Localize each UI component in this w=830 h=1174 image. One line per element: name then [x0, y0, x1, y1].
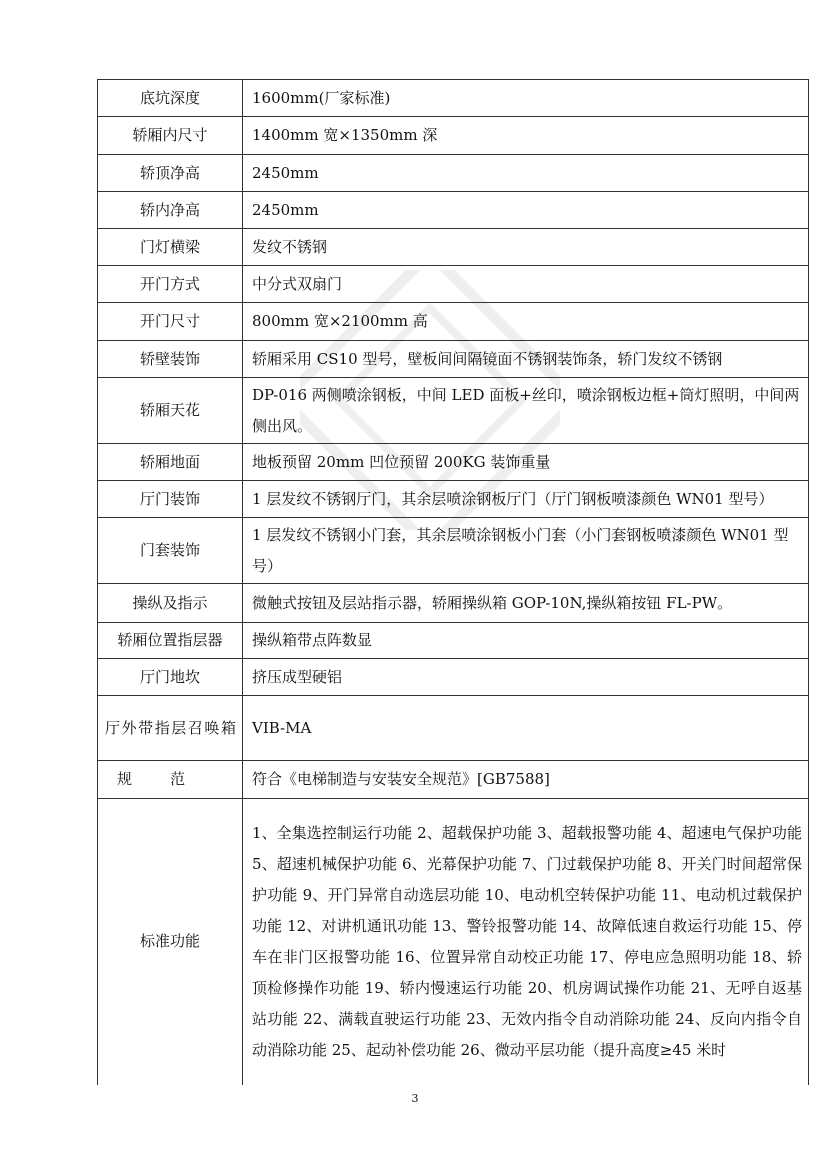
spec-row-door-opening-size [98, 303, 809, 341]
row-value: 1、全集选控制运行功能 2、超载保护功能 3、超载报警功能 4、超速电气保护功能 5、超速机械保护功能 6、光幕保护功能 7、门过载保护功能 8、开关门时间超常保护功能 9、开门异常自动选层功能 10、电动机空转保护功能 11、电动机过载保护功能 12、对讲机通讯功能 13、警铃报警功能 14、故障低速自救运行功能 15、停车在非门区报警功能 16、位置异常自动校正功能 17、停电应急照明功能 18、轿顶检修操作功能 19、轿内慢速运行功能 20、机房调试操作功能 21、无呼自返基站功能 22、满载直驶运行功能 23、无效内指令自动消除功能 24、反向内指令自动消除功能 25、起动补偿功能 26、微动平层功能（提升高度≥45 米时 [243, 799, 809, 1085]
row-value: 2450mm [243, 192, 809, 229]
row-value: DP-016 两侧喷涂钢板，中间 LED 面板+丝印，喷涂钢板边框+筒灯照明，中间两侧出风。 [243, 378, 809, 444]
row-value: 2450mm [243, 155, 809, 192]
row-label: 轿厢内尺寸 [98, 117, 243, 155]
row-value: 中分式双扇门 [243, 266, 809, 303]
row-label: 门灯横梁 [98, 229, 243, 266]
row-label: 轿壁装饰 [98, 341, 243, 378]
row-label: 门套装饰 [98, 518, 243, 584]
spec-row-car-ceiling [98, 378, 809, 444]
row-value: 1 层发纹不锈钢小门套，其余层喷涂钢板小门套（小门套钢板喷漆颜色 WN01 型号） [243, 518, 809, 584]
spec-row-car-inner-size [98, 117, 809, 155]
row-label: 厅外带指层召唤箱 [98, 696, 243, 761]
spec-row-car-inner-height [98, 192, 809, 229]
row-label: 标准功能 [98, 799, 243, 1085]
row-value: 800mm 宽×2100mm 高 [243, 303, 809, 341]
row-value: 操纵箱带点阵数显 [243, 623, 809, 659]
row-value: 1400mm 宽×1350mm 深 [243, 117, 809, 155]
row-label: 轿内净高 [98, 192, 243, 229]
row-value: 地板预留 20mm 凹位预留 200KG 装饰重量 [243, 444, 809, 481]
row-value: VIB-MA [243, 696, 809, 761]
elevator-spec-table [97, 79, 809, 1085]
row-label: 开门方式 [98, 266, 243, 303]
row-label [98, 761, 243, 799]
spec-row-car-top-height [98, 155, 809, 192]
row-label: 轿顶净高 [98, 155, 243, 192]
spec-row-sill [98, 659, 809, 696]
row-label: 底坑深度 [98, 80, 243, 117]
row-value: 1600mm(厂家标准) [243, 80, 809, 117]
spec-row-standard-functions [98, 799, 809, 1085]
row-label: 操纵及指示 [98, 584, 243, 623]
spec-row-door-beam [98, 229, 809, 266]
row-label-text: 规范 [116, 770, 223, 788]
row-value: 挤压成型硬铝 [243, 659, 809, 696]
row-label: 轿厢地面 [98, 444, 243, 481]
spec-row-car-floor [98, 444, 809, 481]
row-label: 厅门地坎 [98, 659, 243, 696]
spec-row-hall-call-box [98, 696, 809, 761]
row-label: 厅门装饰 [98, 481, 243, 518]
row-value: 微触式按钮及层站指示器，轿厢操纵箱 GOP-10N,操纵箱按钮 FL-PW。 [243, 584, 809, 623]
spec-row-door-frame [98, 518, 809, 584]
spec-row-position-indicator [98, 623, 809, 659]
row-label: 轿厢天花 [98, 378, 243, 444]
row-value: 1 层发纹不锈钢厅门，其余层喷涂钢板厅门（厅门钢板喷漆颜色 WN01 型号） [243, 481, 809, 518]
spec-row-car-wall [98, 341, 809, 378]
spec-row-control-indicator [98, 584, 809, 623]
spec-row-standard [98, 761, 809, 799]
row-label: 开门尺寸 [98, 303, 243, 341]
row-value: 发纹不锈钢 [243, 229, 809, 266]
row-value: 符合《电梯制造与安装安全规范》[GB7588] [243, 761, 809, 799]
page-number: 3 [411, 1092, 419, 1105]
spec-row-pit-depth [98, 80, 809, 117]
row-value: 轿厢采用 CS10 型号，壁板间间隔镜面不锈钢装饰条，轿门发纹不锈钢 [243, 341, 809, 378]
row-label: 轿厢位置指层器 [98, 623, 243, 659]
spec-row-landing-door [98, 481, 809, 518]
spec-row-door-opening-type [98, 266, 809, 303]
